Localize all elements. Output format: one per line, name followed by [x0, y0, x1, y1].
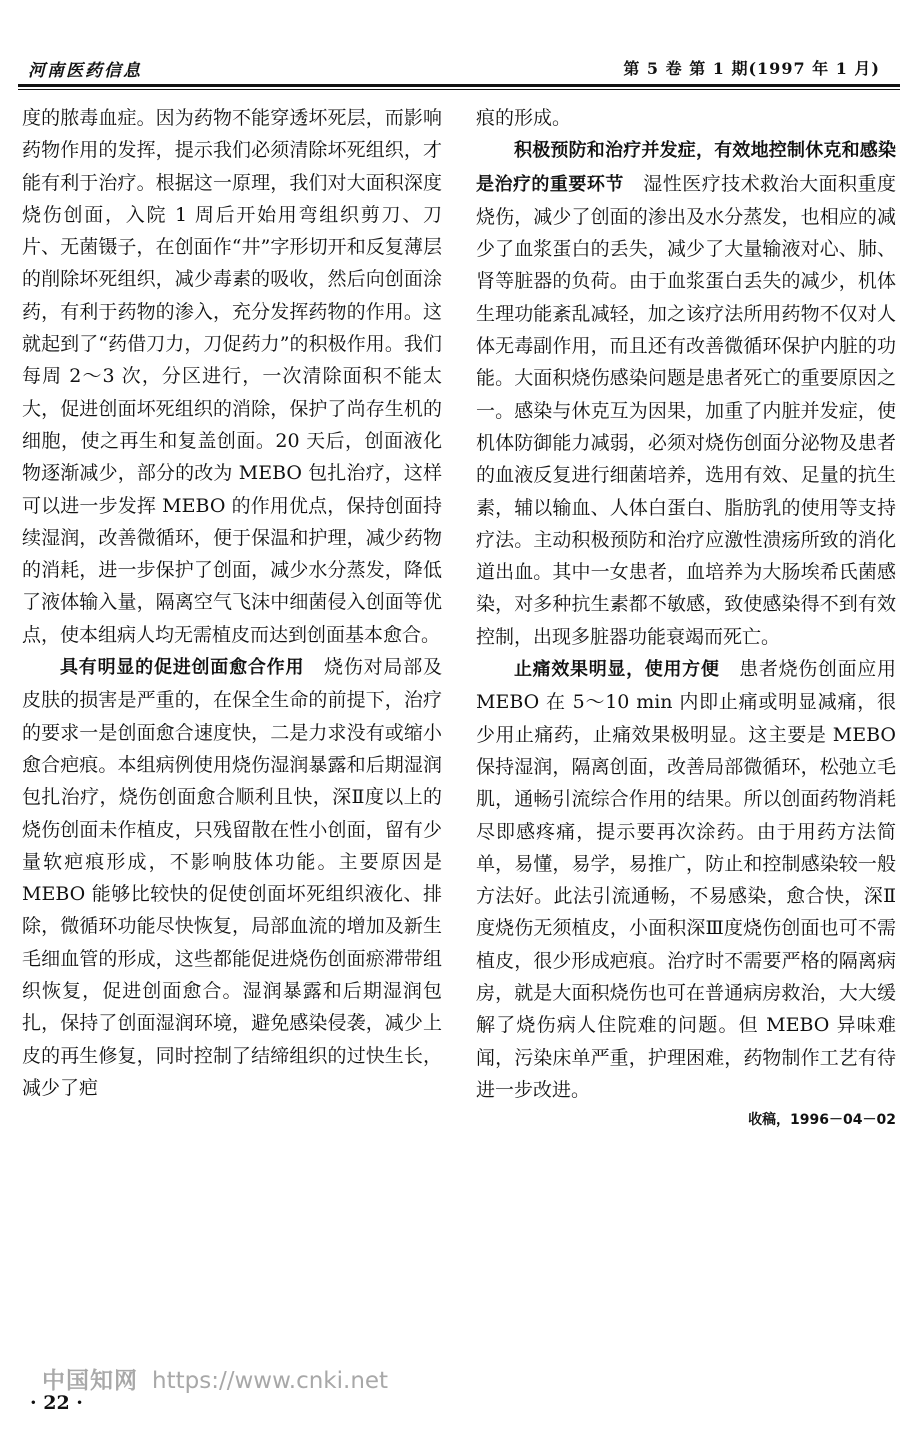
issue-info: 第 5 卷 第 1 期(1997 年 1 月) — [623, 59, 880, 78]
right-paragraph-2-body: 湿性医疗技术救治大面积重度烧伤，减少了创面的渗出及水分蒸发，也相应的减少了血浆蛋白的丢失，减少了大量输液对心、肺、肾等脏器的负荷。由于血浆蛋白丢失的减少，机体生理功能紊乱减轻，加之该疗法所用药物不仅对人体无毒副作用，而且还有改善微循环保护内脏的功能。大面积烧伤感染问题是患者死亡的重要原因之一。感染与休克互为因果，加重了内脏并发症，使机体防御能力减弱，必须对烧伤创面分泌物及患者的血液反复进行细菌培养，选用有效、足量的抗生素，辅以输血、人体白蛋白、脂肪乳的使用等支持疗法。主动积极预防和治疗应激性溃疡所致的消化道出血。其中一女患者，血培养为大肠埃希氏菌感染，对多种抗生素都不敏感，致使感染得不到有效控制，出现多脏器功能衰竭而死亡。 — [476, 172, 896, 648]
right-paragraph-1: 痕的形成。 — [476, 107, 572, 129]
cnki-watermark — [42, 1362, 388, 1395]
section-heading-pain-relief: 止痛效果明显，使用方便 — [514, 659, 720, 681]
right-paragraph-3-body: 患者烧伤创面应用 MEBO 在 5～10 min 内即止痛或明显减痛，很少用止痛药，止痛效果极明显。这主要是 MEBO 保持湿润，隔离创面，改善局部微循环，松弛立毛肌，通畅引流综合作用的结果。所以创面药物消耗尽即感疼痛，提示要再次涂药。由于用药方法简单，易懂，易学，易推广，防止和控制感染较一般方法好。此法引流通畅，不易感染，愈合快，深Ⅱ度烧伤无须植皮，小面积深Ⅲ度烧伤创面也可不需植皮，很少形成疤痕。治疗时不需要严格的隔离病房，就是大面积烧伤也可在普通病房救治，大大缓解了烧伤病人住院难的问题。但 MEBO 异味难闻，污染床单严重，护理困难，药物制作工艺有待进一步改进。 — [476, 658, 896, 1101]
journal-name: 河南医药信息 — [28, 61, 142, 81]
left-paragraph-1: 度的脓毒血症。因为药物不能穿透坏死层，而影响药物作用的发挥，提示我们必须清除坏死组织，才能有利于治疗。根据这一原理，我们对大面积深度烧伤创面，入院 1 周后开始用弯组织剪刀、刀片、无菌镊子，在创面作“井”字形切开和反复薄层的削除坏死组织，减少毒素的吸收，然后向创面涂药，有利于药物的渗入，充分发挥药物的作用。这就起到了“药借刀力，刀促药力”的积极作用。我们每周 2～3 次，分区进行，一次清除面积不能太大，促进创面坏死组织的消除，保护了尚存生机的细胞，使之再生和复盖创面。20 天后，创面液化物逐渐减少，部分的改为 MEBO 包扎治疗，这样可以进一步发挥 MEBO 的作用优点，保持创面持续湿润，改善微循环，便于保温和护理，减少药物的消耗，进一步保护了创面，减少水分蒸发，降低了液体输入量，隔离空气飞沫中细菌侵入创面等优点，使本组病人均无需植皮而达到创面基本愈合。 — [22, 107, 442, 646]
watermark-brand: 中国知网 — [42, 1368, 138, 1394]
header-rule — [18, 84, 900, 90]
left-paragraph-2 — [22, 651, 442, 1104]
section-heading-complications: 积极预防和治疗并发症，有效地控制休克和感染是治疗的重要环节 — [476, 140, 896, 195]
left-column — [22, 102, 442, 1104]
received-date: 收稿，1996－04－02 — [748, 1112, 896, 1129]
right-paragraph-3 — [476, 653, 896, 1106]
page-header — [20, 52, 900, 84]
left-paragraph-2-body: 烧伤对局部及皮肤的损害是严重的，在保全生命的前提下，治疗的要求一是创面愈合速度快，二是力求没有或缩小愈合疤痕。本组病例使用烧伤湿润暴露和后期湿润包扎治疗，烧伤创面愈合顺利且快，深Ⅱ度以上的烧伤创面未作植皮，只残留散在性小创面，留有少量软疤痕形成，不影响肢体功能。主要原因是 MEBO 能够比较快的促使创面坏死组织液化、排除，微循环功能尽快恢复，局部血流的增加及新生毛细血管的形成，这些都能促进烧伤创面瘀滞带组织恢复，促进创面愈合。湿润暴露和后期湿润包扎，保持了创面湿润环境，避免感染侵袭，减少上皮的再生修复，同时控制了结缔组织的过快生长，减少了疤 — [22, 656, 442, 1099]
watermark-url: https://www.cnki.net — [152, 1368, 389, 1394]
right-paragraph-2 — [476, 134, 896, 653]
section-heading-wound-healing: 具有明显的促进创面愈合作用 — [60, 657, 305, 679]
page-number: · 22 · — [30, 1392, 83, 1414]
right-column — [476, 102, 896, 1132]
